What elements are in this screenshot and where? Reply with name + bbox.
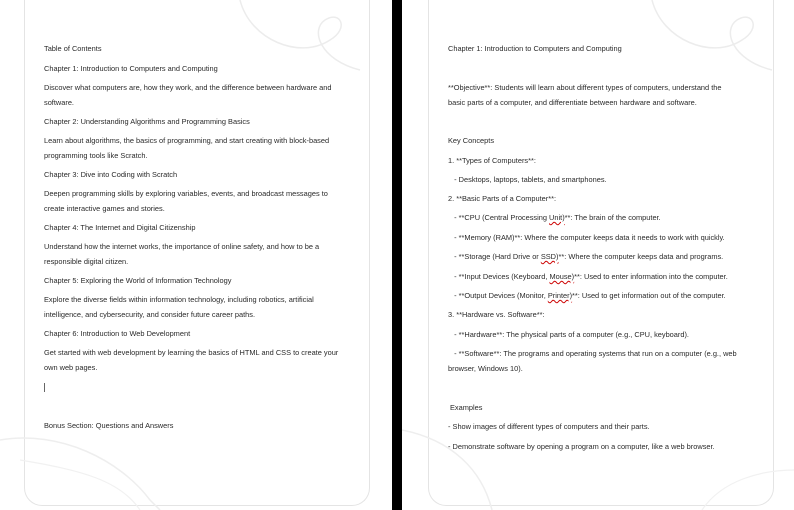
sub-item-input-text: - **Input Devices (Keyboard, xyxy=(448,272,550,281)
toc-title: Table of Contents xyxy=(44,44,102,53)
list-item-basic-parts: 2. **Basic Parts of a Computer**: xyxy=(448,194,557,203)
sub-item-output-desc: **: Used to get information out of the computer. xyxy=(572,291,726,300)
sub-item-output-devices xyxy=(448,291,726,300)
toc-chapter-4-desc-cont: responsible digital citizen. xyxy=(44,257,129,266)
objective-text-cont: basic parts of a computer, and differentiate between hardware and software. xyxy=(448,98,697,107)
sub-item-devices: - Desktops, laptops, tablets, and smartphones. xyxy=(448,175,607,184)
document-page-left xyxy=(0,0,392,510)
sub-item-storage xyxy=(448,252,723,261)
toc-chapter-6-desc: Get started with web development by learning the basics of HTML and CSS to create your xyxy=(44,348,339,357)
toc-chapter-2-desc-cont: programming tools like Scratch. xyxy=(44,151,148,160)
list-item-types-of-computers: 1. **Types of Computers**: xyxy=(448,156,536,165)
sub-item-cpu xyxy=(448,213,661,222)
examples-heading: Examples xyxy=(450,403,483,412)
toc-chapter-5-title: Chapter 5: Exploring the World of Information Technology xyxy=(44,276,232,285)
spell-flag-unit[interactable]: Unit) xyxy=(549,213,565,222)
sub-item-input-desc: **: Used to enter information into the computer. xyxy=(574,272,728,281)
toc-bonus-section: Bonus Section: Questions and Answers xyxy=(44,421,174,430)
sub-item-storage-text: - **Storage (Hard Drive or xyxy=(448,252,541,261)
toc-chapter-1-title: Chapter 1: Introduction to Computers and Computing xyxy=(44,64,218,73)
toc-chapter-1-desc: Discover what computers are, how they work, and the difference between hardware and xyxy=(44,83,332,92)
page-sheet xyxy=(24,0,370,506)
example-item-2: - Demonstrate software by opening a program on a computer, like a web browser. xyxy=(448,442,715,451)
toc-chapter-3-desc: Deepen programming skills by exploring variables, events, and broadcast messages to xyxy=(44,189,328,198)
spell-flag-mouse[interactable]: Mouse) xyxy=(549,272,575,281)
key-concepts-heading: Key Concepts xyxy=(448,136,495,145)
toc-chapter-4-desc: Understand how the internet works, the importance of online safety, and how to be a xyxy=(44,242,320,251)
toc-chapter-5-desc: Explore the diverse fields within information technology, including robotics, artificial xyxy=(44,295,314,304)
chapter-title: Chapter 1: Introduction to Computers and Computing xyxy=(448,44,622,53)
toc-chapter-1-desc-cont: software. xyxy=(44,98,74,107)
toc-chapter-2-title: Chapter 2: Understanding Algorithms and Programming Basics xyxy=(44,117,250,126)
document-page-right xyxy=(402,0,794,510)
sub-item-hardware: - **Hardware**: The physical parts of a computer (e.g., CPU, keyboard). xyxy=(448,330,689,339)
spell-flag-printer[interactable]: Printer) xyxy=(547,291,573,300)
sub-item-output-text: - **Output Devices (Monitor, xyxy=(448,291,548,300)
sub-item-input-devices xyxy=(448,272,728,281)
text-cursor[interactable] xyxy=(44,383,45,392)
example-item-1: - Show images of different types of computers and their parts. xyxy=(448,422,650,431)
objective-text: **Objective**: Students will learn about different types of computers, understand the xyxy=(448,83,722,92)
spell-flag-ssd[interactable]: SSD) xyxy=(540,252,559,261)
toc-chapter-3-title: Chapter 3: Dive into Coding with Scratch xyxy=(44,170,178,179)
list-item-hardware-vs-software: 3. **Hardware vs. Software**: xyxy=(448,310,545,319)
sub-item-cpu-desc: **: The brain of the computer. xyxy=(564,213,661,222)
sub-item-memory: - **Memory (RAM)**: Where the computer keeps data it needs to work with quickly. xyxy=(448,233,725,242)
toc-chapter-2-desc: Learn about algorithms, the basics of programming, and start creating with block-based xyxy=(44,136,330,145)
sub-item-storage-desc: **: Where the computer keeps data and programs. xyxy=(558,252,724,261)
toc-chapter-5-desc-cont: intelligence, and cybersecurity, and consider future career paths. xyxy=(44,310,256,319)
toc-chapter-6-desc-cont: own web pages. xyxy=(44,363,98,372)
sub-item-software: - **Software**: The programs and operating systems that run on a computer (e.g., web xyxy=(448,349,737,358)
sub-item-software-cont: browser, Windows 10). xyxy=(448,364,523,373)
toc-chapter-6-title: Chapter 6: Introduction to Web Development xyxy=(44,329,191,338)
toc-chapter-4-title: Chapter 4: The Internet and Digital Citizenship xyxy=(44,223,196,232)
toc-chapter-3-desc-cont: create interactive games and stories. xyxy=(44,204,165,213)
sub-item-cpu-text: - **CPU (Central Processing xyxy=(448,213,550,222)
